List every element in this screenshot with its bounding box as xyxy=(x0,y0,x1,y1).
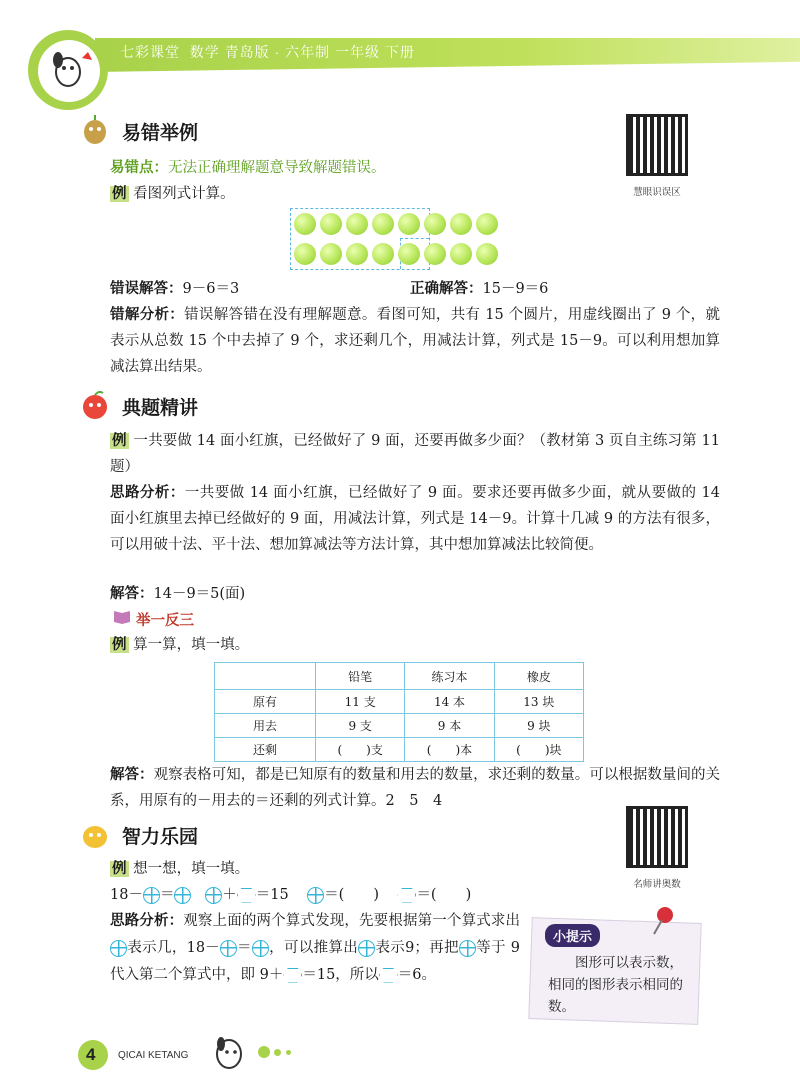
analysis-text: ＝6。 xyxy=(397,967,437,983)
analysis-text: 表示9；再把 xyxy=(375,940,459,956)
example-tag: 例 xyxy=(112,637,127,653)
green-disc xyxy=(398,243,420,265)
example-text: 算一算，填一填。 xyxy=(133,637,250,653)
circle-cross-icon xyxy=(110,940,127,957)
circle-cross-icon xyxy=(358,940,375,957)
footer-dot xyxy=(258,1046,270,1058)
analysis-label: 思路分析： xyxy=(110,485,185,501)
right-answer-line xyxy=(410,278,548,300)
book-icon xyxy=(112,608,132,628)
example-tag: 例 xyxy=(112,861,127,877)
section-title-common-errors: 易错举例 xyxy=(122,123,199,144)
pitfall-label: 易错点： xyxy=(110,160,168,176)
table-header-row xyxy=(215,663,584,690)
example3-line xyxy=(110,858,249,880)
header-title xyxy=(120,42,415,62)
qr-code-icon xyxy=(626,806,688,868)
circle-cross-icon xyxy=(205,887,222,904)
mascot-icon xyxy=(38,40,100,102)
footer-mascot-icon xyxy=(205,1030,255,1078)
green-disc xyxy=(450,213,472,235)
series-name: 七彩课堂 xyxy=(120,44,180,60)
analysis-text: 观察上面的两个算式发现，先要根据第一个算式求出 xyxy=(183,913,521,929)
apple-mascot-icon xyxy=(78,388,112,422)
table-cell: 14 本 xyxy=(405,690,494,714)
green-disc xyxy=(476,213,498,235)
table-row xyxy=(215,714,584,738)
table-header-cell: 铅笔 xyxy=(316,663,405,690)
circle-cross-icon xyxy=(307,887,324,904)
circle-cross-icon xyxy=(220,940,237,957)
table-header-cell xyxy=(215,663,316,690)
section-title-classic-problems: 典题精讲 xyxy=(122,398,199,419)
tip-title: 小提示 xyxy=(545,924,600,947)
answer-label: 解答： xyxy=(110,767,154,783)
example-tag: 例 xyxy=(112,433,127,449)
green-disc xyxy=(424,243,446,265)
wrong-answer-line xyxy=(110,278,239,300)
green-disc xyxy=(346,213,368,235)
eq-text: 18－ xyxy=(110,887,143,903)
example-text: 看图列式计算。 xyxy=(133,186,235,202)
green-disc xyxy=(372,213,394,235)
right-value: 15－9＝6 xyxy=(482,281,549,297)
answer-text: 观察表格可知，都是已知原有的数量和用去的数量，求还剩的数量。可以根据数量间的关系，用原有的－用去的＝还剩的列式计算。2 5 4 xyxy=(110,767,721,809)
hexagon-icon xyxy=(283,968,302,983)
footer-brand: QICAI KETANG xyxy=(118,1050,189,1061)
green-disc xyxy=(476,243,498,265)
table-cell: 用去 xyxy=(215,714,316,738)
table-cell: 11 支 xyxy=(316,690,405,714)
analysis-label: 错解分析： xyxy=(110,307,185,323)
equations-line xyxy=(110,884,471,906)
wrong-value: 9－6＝3 xyxy=(182,281,240,297)
table-row xyxy=(215,690,584,714)
page-number: 4 xyxy=(86,1045,96,1064)
table-cell: 13 块 xyxy=(494,690,583,714)
table-header-cell: 练习本 xyxy=(405,663,494,690)
dots-figure xyxy=(290,208,500,270)
table-cell: ( )本 xyxy=(405,738,494,762)
footer-dot xyxy=(274,1049,281,1056)
eq-text: ＝15 xyxy=(255,887,289,903)
green-disc xyxy=(450,243,472,265)
circle-cross-icon xyxy=(252,940,269,957)
green-disc xyxy=(372,243,394,265)
green-disc xyxy=(346,243,368,265)
circle-cross-icon xyxy=(174,887,191,904)
table-cell: 9 支 xyxy=(316,714,405,738)
analysis-text: ，可以推算出 xyxy=(268,940,359,956)
pitfall-line xyxy=(110,157,386,179)
qr-code-icon xyxy=(626,114,688,176)
sub-title-practice: 举一反三 xyxy=(136,613,194,629)
data-table xyxy=(214,662,584,762)
analysis-text: ＝ xyxy=(236,940,252,956)
qr-caption: 名师讲奥数 xyxy=(633,879,681,890)
analysis-text: ＝15，所以 xyxy=(302,967,379,983)
green-disc xyxy=(320,243,342,265)
analysis-text: 等于 9 代入第二个算式中，即 9＋ xyxy=(110,940,521,983)
eq-text: ＋ xyxy=(222,887,237,903)
table-cell: ( )支 xyxy=(316,738,405,762)
pear-mascot-icon xyxy=(78,112,112,146)
green-disc xyxy=(294,243,316,265)
circle-cross-icon xyxy=(143,887,160,904)
answer-line xyxy=(110,583,245,605)
table-header-cell: 橡皮 xyxy=(494,663,583,690)
table-cell: 9 本 xyxy=(405,714,494,738)
table-cell: 原有 xyxy=(215,690,316,714)
wrong-label: 错误解答： xyxy=(110,281,183,297)
example-text: 想一想，填一填。 xyxy=(133,861,250,877)
right-label: 正确解答： xyxy=(410,281,483,297)
lemon-mascot-icon xyxy=(78,818,112,852)
eq-text: ＝ xyxy=(159,887,175,903)
hexagon-icon xyxy=(397,888,416,903)
tip-text: 图形可以表示数，相同的图形表示相同的数。 xyxy=(548,955,683,1015)
subject-name: 数学 青岛版 · 六年制 一年级 下册 xyxy=(189,44,415,60)
example-line xyxy=(110,183,235,205)
example-text: 一共要做 14 面小红旗，已经做好了 9 面，还要再做多少面？（教材第 3 页自主练习第 11 题） xyxy=(110,433,721,475)
table-cell: 9 块 xyxy=(494,714,583,738)
pitfall-text: 无法正确理解题意导致解题错误。 xyxy=(168,160,386,176)
hexagon-icon xyxy=(379,968,398,983)
section-title-brain-park: 智力乐园 xyxy=(122,827,199,848)
pushpin-icon xyxy=(650,906,676,940)
qr-caption: 慧眼识误区 xyxy=(633,187,681,198)
table-cell: ( )块 xyxy=(494,738,583,762)
error-analysis xyxy=(110,302,720,380)
analysis-text: 一共要做 14 面小红旗，已经做好了 9 面。要求还要再做多少面，就从要做的 14 面小红旗里去掉已经做好的 9 面，用减法计算，列式是 14－9。计算十几减 9 的方法有很多，可以用破十法、平十法、想加算减法等方法计算，其中想加算减法比较简便。 xyxy=(110,485,720,553)
footer-dot xyxy=(286,1050,291,1055)
answer-label: 解答： xyxy=(110,586,154,602)
eq-text: ＝( ) xyxy=(324,887,379,903)
green-disc xyxy=(398,213,420,235)
analysis-label: 思路分析： xyxy=(110,913,184,929)
brain-analysis xyxy=(110,908,520,989)
green-disc xyxy=(294,213,316,235)
analysis-text: 表示几，18－ xyxy=(127,940,220,956)
green-disc xyxy=(320,213,342,235)
table-cell: 还剩 xyxy=(215,738,316,762)
example-tag: 例 xyxy=(112,186,127,202)
hexagon-icon xyxy=(237,888,256,903)
analysis-text: 错误解答错在没有理解题意。看图可知，共有 15 个圆片，用虚线圈出了 9 个，就表示从总数 15 个中去掉了 9 个，求还剩几个，用减法计算，列式是 15－9。可以利用想加算减法算出结果。 xyxy=(110,307,720,375)
answer-text: 14－9＝5(面) xyxy=(153,586,246,602)
example2-line xyxy=(110,634,249,656)
eq-text: ＝( ) xyxy=(416,887,472,903)
circle-cross-icon xyxy=(459,940,476,957)
example-problem xyxy=(110,428,720,480)
thinking-analysis xyxy=(110,480,720,558)
table-row xyxy=(215,738,584,762)
green-disc xyxy=(424,213,446,235)
